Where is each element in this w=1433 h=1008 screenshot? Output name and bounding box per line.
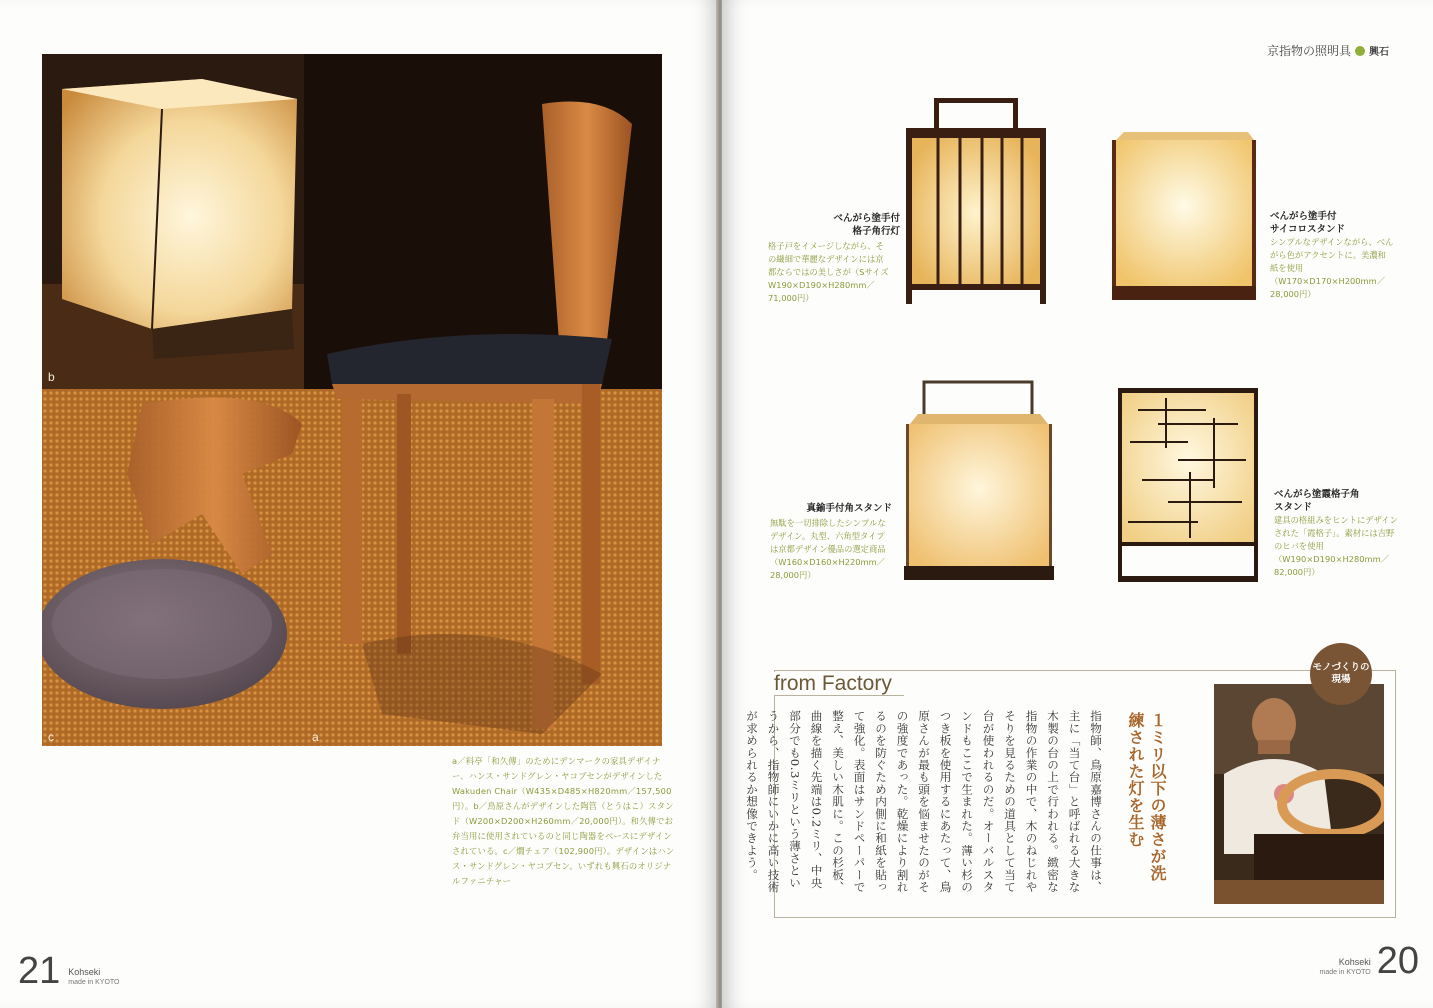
- factory-body: 指物師、鳥原嘉博さんの仕事は、主に「当て台」と呼ばれる大きな木製の台の上で行われる。緻密な指物の作業の中で、木のねじれやそりを見るための道具として当て台が使われるのだ。オーバルスタンドもここで生まれた。薄い杉のつき板を使用するにあたって、鳥原さんが最も頭を悩ませたのがその強度であった。乾燥により割れるのを防ぐため内側に和紙を貼って強化。表面はサンドペーパーで整え、美しい木肌に。この杉板、曲線を描く先端は0.2ミリ、中央部分でも0.3ミリという薄さというから、指物師にいかに高い技術が求められるか想像できよう。: [745, 710, 1103, 893]
- left-page-number: 21: [18, 950, 61, 992]
- right-folio-sub: made in KYOTO: [1319, 969, 1371, 976]
- product-4-desc: 建具の格組みをヒントにデザインされた「霞格子」。素材には吉野のヒバを使用（W190×D190×H280mm／82,000円）: [1274, 515, 1398, 577]
- photo-label-b: b: [48, 370, 55, 384]
- right-folio-text: [1319, 957, 1370, 980]
- factory-title-rule: [774, 695, 904, 696]
- running-head-brand: 興石: [1369, 47, 1389, 58]
- left-folio: [18, 952, 120, 990]
- photo-label-a: a: [312, 730, 319, 744]
- product-1-title: べんがら塗手付 格子角行灯: [833, 213, 900, 237]
- left-folio-brand: Kohseki: [68, 967, 101, 977]
- product-1-desc: 格子戸をイメージしながら、その繊細で華麗なデザインには京都ならではの美しさが（Sサイズ W190×D190×H280mm／71,000円）: [768, 241, 889, 303]
- right-page-number: 20: [1376, 940, 1419, 982]
- green-dot-icon: [1355, 46, 1365, 56]
- factory-title: from Factory: [774, 672, 892, 695]
- product-3-desc: 無駄を一切排除したシンプルなデザイン。丸型、六角型タイプは京都デザイン優品の選定商品（W160×D160×H220mm／28,000円）: [770, 518, 886, 580]
- running-head: [1267, 42, 1389, 59]
- running-head-title: 京指物の照明具: [1266, 44, 1351, 58]
- lattice-lantern-image: [902, 98, 1050, 304]
- brass-handle-stand-image: [904, 378, 1054, 582]
- product-4-title: べんがら塗霞格子角 スタンド: [1274, 489, 1360, 513]
- furniture-photo: [42, 54, 662, 746]
- furniture-caption: a／料亭「和久傳」のためにデンマークの家具デザイナー、ハンス・サンドグレン・ヤコブセンがデザインしたWakuden Chair（W435×D485×H820mm／157,500円）。b／鳥原さんがデザインした陶筥（とうはこ）スタンド（W200×D200×H260mm／20,000円）。和久傳でお弁当用に使用されているのと同じ陶器をベースにデザインされている。c／燗チェア（102,900円）。デザインはハンス・サンドグレン・ヤコブセン。いずれも興石のオリジナルファニチャー: [452, 756, 675, 886]
- photo-label-c: c: [48, 730, 54, 744]
- right-folio: [1319, 942, 1419, 980]
- product-2-desc: シンプルなデザインながら、べんがら色がアクセントに。美濃和紙を使用（W170×D170×H200mm／28,000円）: [1270, 237, 1394, 299]
- cube-stand-image: [1110, 132, 1258, 302]
- factory-heading: １ミリ以下の薄さが洗練された灯を生む: [1126, 712, 1167, 882]
- kasumi-lattice-stand-image: [1118, 388, 1258, 582]
- product-2-title: べんがら塗手付 サイコロスタンド: [1270, 211, 1345, 235]
- left-folio-sub: made in KYOTO: [68, 979, 120, 986]
- left-folio-text: [68, 967, 119, 990]
- furniture-photo-art: [42, 54, 662, 746]
- product-3-title: 真鍮手付角スタンド: [806, 503, 892, 514]
- right-folio-brand: Kohseki: [1338, 957, 1371, 967]
- factory-badge: モノづくりの 現場: [1310, 643, 1372, 705]
- craftsman-photo-art: [1214, 684, 1384, 904]
- craftsman-photo: [1214, 684, 1384, 904]
- right-page: [722, 0, 1433, 1008]
